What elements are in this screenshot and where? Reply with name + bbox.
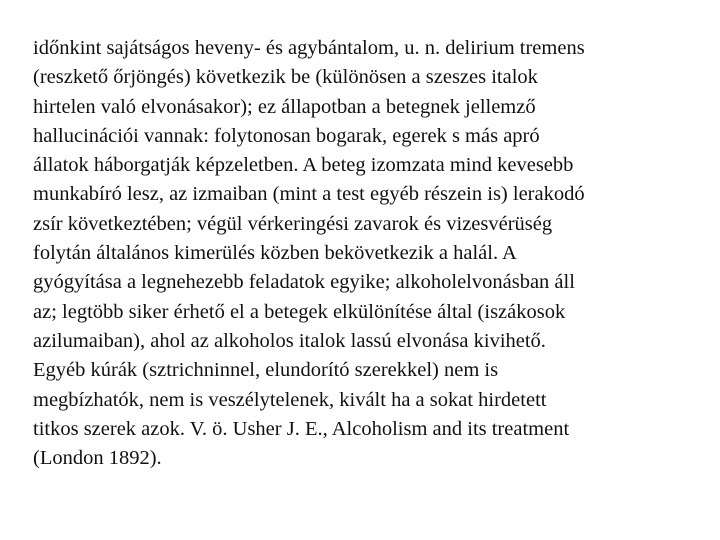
text-line-5: állatok háborgatják képzeletben. A beteg izomzata mind kevesebb xyxy=(33,154,574,177)
text-line-15: (London 1892). xyxy=(33,447,162,470)
text-line-2: (reszkető őrjöngés) következik be (különösen a szeszes italok xyxy=(33,66,538,89)
text-line-14: titkos szerek azok. V. ö. Usher J. E., Alcoholism and its treatment xyxy=(33,417,570,440)
text-line-1: időnkint sajátságos heveny- és agybántalom, u. n. delirium tremens xyxy=(33,37,585,59)
text-line-9: gyógyítása a legnehezebb feladatok egyike; alkoholelvonásban áll xyxy=(33,271,575,294)
body-paragraph xyxy=(33,34,703,473)
text-line-12: Egyéb kúrák (sztrichninnel, elundorító szerekkel) nem is xyxy=(33,359,499,382)
text-line-8: folytán általános kimerülés közben bekövetkezik a halál. A xyxy=(33,242,517,265)
text-line-10: az; legtöbb siker érhető el a betegek elkülönítése által (iszákosok xyxy=(33,300,566,323)
text-line-6: munkabíró lesz, az izmaiban (mint a test egyéb részein is) lerakodó xyxy=(33,183,585,206)
text-line-11: azilumaiban), ahol az alkoholos italok lassú elvonása kivihető. xyxy=(33,329,546,352)
text-line-3: hirtelen való elvonásakor); ez állapotban a betegnek jellemző xyxy=(33,95,536,118)
text-line-7: zsír következtében; végül vérkeringési zavarok és vizesvérüség xyxy=(33,212,553,235)
text-line-4: hallucinációi vannak: folytonosan bogarak, egerek s más apró xyxy=(33,124,540,147)
text-line-13: megbízhatók, nem is veszélytelenek, kivált ha a sokat hirdetett xyxy=(33,388,547,411)
